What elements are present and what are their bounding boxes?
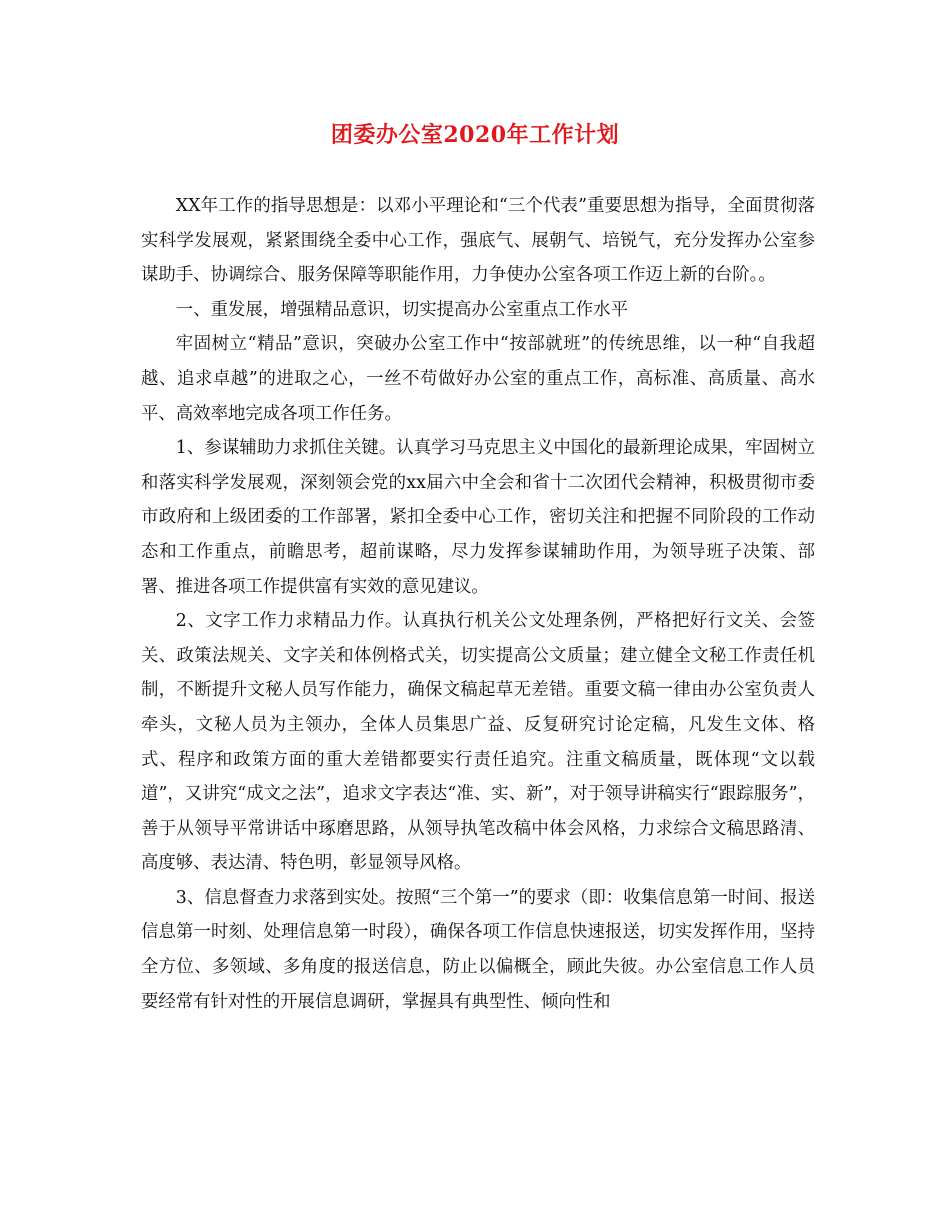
paragraph-item-1: 1、参谋辅助力求抓住关键。认真学习马克思主义中国化的最新理论成果，牢固树立和落实科学发展观，深刻领会党的xx届六中全会和省十二次团代会精神，积极贯彻市委市政府和上级团委的工作部署，紧扣全委中心工作，密切关注和把握不同阶段的工作动态和工作重点，前瞻思考，超前谋略，尽力发挥参谋辅助作用，为领导班子决策、部署、推进各项工作提供富有实效的意见建议。 <box>141 438 815 597</box>
document-title: 团委办公室2020年工作计划 <box>330 122 620 148</box>
paragraph-item-2: 2、文字工作力求精品力作。认真执行机关公文处理条例，严格把好行文关、会签关、政策法规关、文字关和体例格式关，切实提高公文质量；建立健全文秘工作责任机制，不断提升文秘人员写作能力，确保文稿起草无差错。重要文稿一律由办公室负责人牵头，文秘人员为主领办，全体人员集思广益、反复研究讨论定稿，凡发生文体、格式、程序和政策方面的重大差错都要实行责任追究。注重文稿质量，既体现“文以载道”，又讲究“成文之法”，追求文字表达“准、实、新”，对于领导讲稿实行“跟踪服务”，善于从领导平常讲话中琢磨思路，从领导执笔改稿中体会风格，力求综合文稿思路清、高度够、表达清、特色明，彰显领导风格。 <box>141 611 815 874</box>
paragraph-item-3: 3、信息督查力求落到实处。按照“三个第一”的要求（即：收集信息第一时间、报送信息第一时刻、处理信息第一时段），确保各项工作信息快速报送，切实发挥作用，坚持全方位、多领域、多角度的报送信息，防止以偏概全，顾此失彼。办公室信息工作人员要经常有针对性的开展信息调研，掌握具有典型性、倾向性和 <box>141 887 815 1012</box>
paragraph-quality-awareness: 牢固树立“精品”意识，突破办公室工作中“按部就班”的传统思维，以一种“自我超越、追求卓越”的进取之心，一丝不苟做好办公室的重点工作，高标准、高质量、高水平、高效率地完成各项工作任务。 <box>141 334 815 424</box>
paragraph-guiding-thought: XX年工作的指导思想是：以邓小平理论和“三个代表”重要思想为指导，全面贯彻落实科学发展观，紧紧围绕全委中心工作，强底气、展朝气、培锐气，充分发挥办公室参谋助手、协调综合、服务保障等职能作用，力争使办公室各项工作迈上新的台阶。。 <box>141 196 815 286</box>
section-heading-1: 一、重发展，增强精品意识，切实提高办公室重点工作水平 <box>175 299 628 320</box>
document-body <box>141 189 815 1019</box>
